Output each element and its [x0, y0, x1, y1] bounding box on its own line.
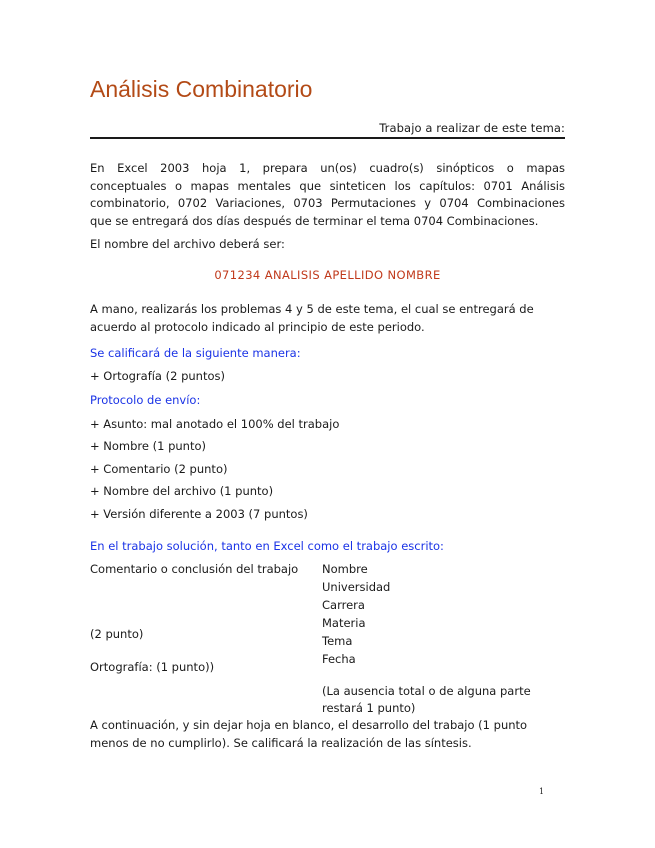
header-field: Materia: [322, 616, 366, 630]
protocol-item: + Versión diferente a 2003 (7 puntos): [90, 507, 308, 521]
header-field: Carrera: [322, 598, 365, 612]
protocol-item: + Nombre (1 punto): [90, 439, 207, 453]
handwork-paragraph: [90, 301, 565, 336]
spelling-requirement: Ortografía: (1 punto)): [90, 660, 215, 674]
intro-line: que se entregará dos días después de terminar el tema 0704 Combinaciones.: [90, 213, 539, 228]
handwork-line: acuerdo al protocolo indicado al principio de este periodo.: [90, 319, 425, 334]
header-field: Fecha: [322, 652, 356, 666]
grading-item: + Ortografía (2 puntos): [90, 369, 225, 383]
intro-line: combinatorio, 0702 Variaciones, 0703 Permutaciones y 0704 Combinaciones: [90, 196, 565, 210]
intro-line: En Excel 2003 hoja 1, prepara un(os) cuadro(s) sinópticos o mapas: [90, 161, 565, 175]
header-fields-note: [322, 683, 531, 717]
protocol-heading: Protocolo de envío:: [90, 393, 201, 407]
note-line: restará 1 punto): [322, 701, 416, 715]
closing-paragraph: [90, 717, 565, 752]
note-line: (La ausencia total o de alguna parte: [322, 684, 531, 698]
task-subtitle: Trabajo a realizar de este tema:: [379, 121, 565, 135]
closing-line: menos de no cumplirlo). Se calificará la realización de las síntesis.: [90, 735, 472, 750]
grading-heading: Se calificará de la siguiente manera:: [90, 346, 301, 360]
protocol-item: + Asunto: mal anotado el 100% del trabajo: [90, 417, 340, 431]
handwork-line: A mano, realizarás los problemas 4 y 5 de este tema, el cual se entregará de: [90, 302, 534, 316]
header-field: Tema: [322, 634, 353, 648]
closing-line: A continuación, y sin dejar hoja en blanco, el desarrollo del trabajo (1 punto: [90, 718, 528, 732]
intro-paragraph: [90, 160, 565, 230]
filename-value: 071234 ANALISIS APELLIDO NOMBRE: [214, 268, 441, 282]
solution-heading: En el trabajo solución, tanto en Excel como el trabajo escrito:: [90, 539, 444, 553]
intro-line: conceptuales o mapas mentales que sinteticen los capítulos: 0701 Análisis: [90, 178, 565, 193]
filename-label: El nombre del archivo deberá ser:: [90, 237, 285, 251]
comment-requirement: Comentario o conclusión del trabajo: [90, 562, 299, 576]
comment-points: (2 punto): [90, 627, 144, 641]
document-title: Análisis Combinatorio: [90, 76, 313, 102]
header-fields-list: [322, 560, 390, 668]
protocol-item: + Comentario (2 punto): [90, 462, 228, 476]
page-number: 1: [539, 787, 545, 796]
protocol-item: + Nombre del archivo (1 punto): [90, 484, 274, 498]
header-field: Nombre: [322, 562, 368, 576]
header-field: Universidad: [322, 580, 391, 594]
title-divider: [90, 137, 565, 139]
